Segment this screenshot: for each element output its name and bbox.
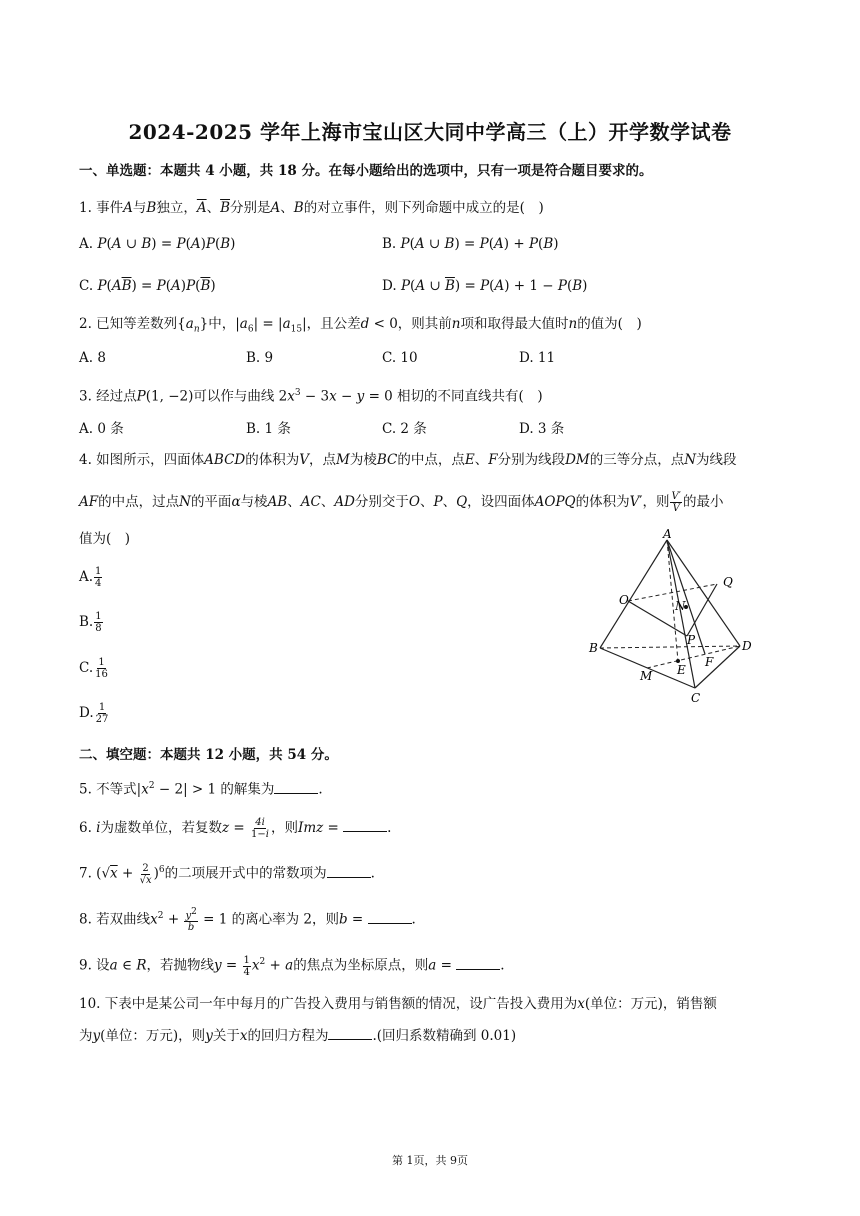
question-4-line-1: 4. 如图所示，四面体ABCD的体积为V，点M为棱BC的中点，点E、F分别为线段DM的三等分点，点N为线段 [79,452,737,468]
figure-label-b: B [589,641,598,655]
question-1-option-b: B. P(A ∪ B) = P(A) + P(B) [382,236,559,252]
question-3-stem: 3. 经过点P(1, −2)可以作与曲线 $2x^3 - 3x - y = 0$ 相切的不同直线共有( ) [79,388,543,405]
figure-label-p: P [687,633,696,647]
question-2-option-c: C. 10 [382,350,418,366]
question-2-option-a: A. 8 [79,350,106,366]
question-5: 5. 不等式$|x^2 - 2| > 1$ 的解集为 . [79,781,323,798]
question-8: 8. 若双曲线$x^2$ + $\frac{y^2}{b}$ = 1 的离心率为 2，则b = . [79,907,416,934]
question-4-option-b: B. $\frac{1}{8}$ [79,611,102,634]
tetrahedron-figure [585,528,760,706]
question-4-option-a: A. $\frac{1}{4}$ [79,566,102,589]
question-10-line-2: 为y(单位：万元)，则y关于x的回归方程为 .(回归系数精确到 0.01) [79,1028,517,1044]
figure-label-e: E [677,663,686,677]
question-4-option-c: C. $\frac{1}{16}$ [79,657,108,680]
section-heading-fill-in: 二、填空题：本题共 12 小题，共 54 分。 [79,747,338,763]
page-footer: 第 1页，共 9页 [392,1154,468,1167]
figure-label-m: M [640,669,653,683]
question-1-option-a: A. P(A ∪ B) = P(A)P(B) [79,236,236,252]
page-title: 2024-2025 学年上海市宝山区大同中学高三（上）开学数学试卷 [128,120,732,144]
question-9: 9. 设a ∈ R，若抛物线y = $\frac{1}{4}$ $x^2 + a$的焦点为坐标原点，则a = . [79,954,505,978]
question-3-option-c: C. 2 条 [382,421,427,437]
figure-label-n: N [675,599,686,613]
question-3-option-a: A. 0 条 [79,421,124,437]
question-7: 7. (√x + $\frac{2}{√x}$ )$^6$的二项展开式中的常数项为 . [79,862,375,886]
figure-label-o: O [619,593,629,607]
question-2-stem: 2. 已知等差数列$\{a_n\}$中，$|a_6| = |a_{15}|$，且公差d < 0，则其前n项和取得最大值时n的值为( ) [79,316,642,335]
figure-label-a: A [663,528,672,541]
figure-label-d: D [742,639,752,653]
question-6: 6. i为虚数单位，若复数z = $\frac{4i}{1-i}$ ，则Imz = . [79,817,392,840]
question-2-option-d: D. 11 [519,350,556,366]
question-3-option-b: B. 1 条 [246,421,291,437]
question-1-option-c: C. $P(A\overline{B}) = P(A)P(\overline{B})$ [79,278,216,294]
question-4-line-3: 值为( ) [79,531,131,547]
question-1-option-d: D. P(A ∪ $\overline{B}) = P(A) + 1 - P(B)$ [382,278,588,294]
question-4-line-2: AF的中点，过点N的平面α与棱AB、AC、AD分别交于O、P、Q，设四面体AOPQ的体积为V′，则 $\frac{V'}{V}$ 的最小 [79,491,724,514]
question-2-option-b: B. 9 [246,350,274,366]
figure-label-f: F [705,655,714,669]
question-3-option-d: D. 3 条 [519,421,565,437]
question-10-line-1: 10. 下表中是某公司一年中每月的广告投入费用与销售额的情况，设广告投入费用为x(单位：万元)，销售额 [79,996,717,1012]
question-4-option-d: D. $\frac{1}{27}$ [79,702,109,725]
section-heading-single-choice: 一、单选题：本题共 4 小题，共 18 分。在每小题给出的选项中，只有一项是符合题目要求的。 [79,163,653,179]
figure-label-c: C [691,691,701,705]
figure-label-q: Q [723,575,733,589]
question-1-stem: 1. 事件A与B独立，$\overline{A}$、$\overline{B}$分别是A、B的对立事件，则下列命题中成立的是( ) [79,200,544,216]
